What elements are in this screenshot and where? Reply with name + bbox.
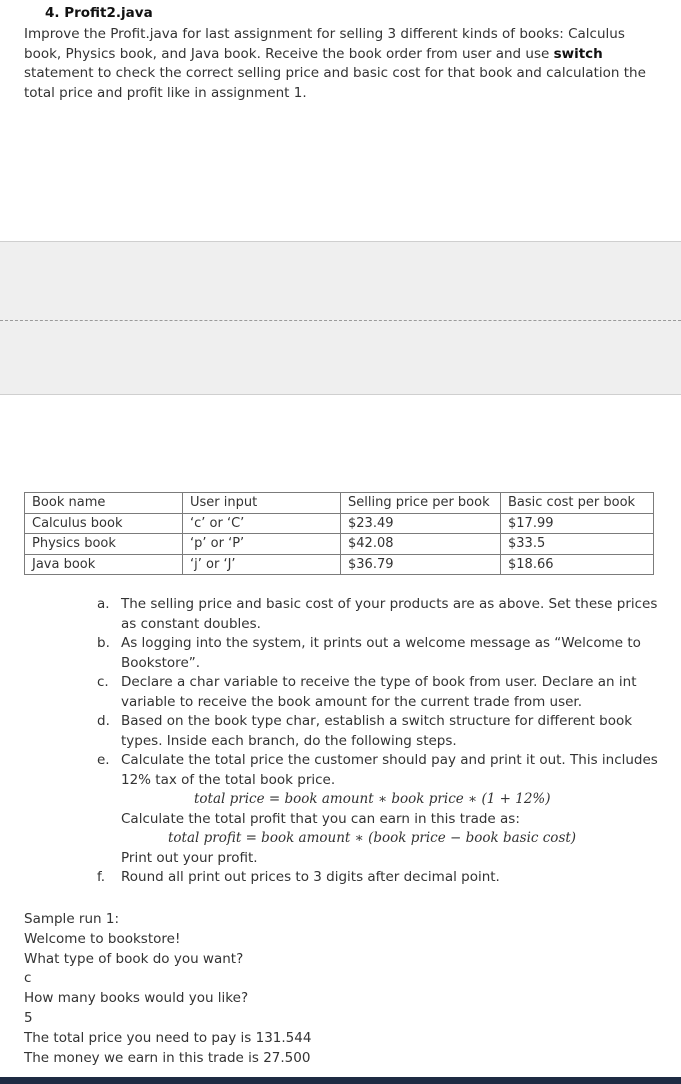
profit-intro-text: Calculate the total profit that you can earn in this trade as: <box>121 810 520 827</box>
sample-run-line: How many books would you like? <box>24 990 249 1007</box>
table-cell: $33.5 <box>501 534 654 555</box>
table-row <box>25 513 654 534</box>
blank-page-band <box>0 241 681 395</box>
list-marker: d. <box>97 713 110 729</box>
list-marker: e. <box>97 752 110 768</box>
sample-run-line: The money we earn in this trade is 27.500 <box>24 1049 311 1066</box>
sample-run-line: The total price you need to pay is 131.544 <box>24 1029 312 1046</box>
table-row <box>25 534 654 555</box>
sample-run-output <box>24 910 311 1068</box>
table-cell: $18.66 <box>501 554 654 575</box>
table-cell: ‘p’ or ‘P’ <box>183 534 341 555</box>
list-marker: a. <box>97 596 110 612</box>
table-cell: $42.08 <box>341 534 501 555</box>
sample-run-line: What type of book do you want? <box>24 950 244 967</box>
table-cell: $17.99 <box>501 513 654 534</box>
page-break-line <box>0 320 681 321</box>
table-cell: Physics book <box>25 534 183 555</box>
table-row <box>25 554 654 575</box>
table-cell: $23.49 <box>341 513 501 534</box>
intro-text-after: statement to check the correct selling price and basic cost for that book and calculation the total price and profit like in assignment 1. <box>24 65 646 101</box>
list-item <box>97 712 661 751</box>
list-item <box>97 751 661 868</box>
table-cell: ‘c’ or ‘C’ <box>183 513 341 534</box>
table-cell: ‘j’ or ‘J’ <box>183 554 341 575</box>
list-item-text: Based on the book type char, establish a switch structure for different book types. Inside each branch, do the following steps. <box>121 713 633 749</box>
table-cell: Calculus book <box>25 513 183 534</box>
list-item-text: As logging into the system, it prints out a welcome message as “Welcome to Bookstore”. <box>121 635 641 671</box>
sample-run-line: c <box>24 970 32 987</box>
switch-keyword: switch <box>553 45 603 62</box>
bottom-bar <box>0 1077 681 1084</box>
table-header-cell: Book name <box>25 493 183 514</box>
list-item <box>97 673 661 712</box>
list-item-text: Calculate the total price the customer should pay and print it out. This includes 12% tax of the total book price. <box>121 752 658 788</box>
sample-run-line: 5 <box>24 1009 33 1026</box>
list-item <box>97 634 661 673</box>
list-item-text: The selling price and basic cost of your products are as above. Set these prices as constant doubles. <box>121 596 658 632</box>
list-item-text: Declare a char variable to receive the type of book from user. Declare an int variable to receive the book amount for the current trade from user. <box>121 674 637 710</box>
table-header-cell: Selling price per book <box>341 493 501 514</box>
list-marker: f. <box>97 869 106 885</box>
table-header-cell: User input <box>183 493 341 514</box>
intro-paragraph <box>24 25 664 103</box>
sample-run-line: Sample run 1: <box>24 911 120 927</box>
sample-run-line: Welcome to bookstore! <box>24 930 181 947</box>
table-header-cell: Basic cost per book <box>501 493 654 514</box>
book-price-table <box>24 492 654 575</box>
table-cell: Java book <box>25 554 183 575</box>
list-marker: b. <box>97 635 110 651</box>
list-item <box>97 595 661 634</box>
instruction-list <box>97 595 661 888</box>
assignment-heading: 4. Profit2.java <box>45 5 153 21</box>
intro-text-before: Improve the Profit.java for last assignment for selling 3 different kinds of books: Calculus book, Physics book, and Java book. Receive the book order from user and use <box>24 26 625 62</box>
table-cell: $36.79 <box>341 554 501 575</box>
list-item-text: Round all print out prices to 3 digits after decimal point. <box>121 869 500 885</box>
list-marker: c. <box>97 674 109 690</box>
total-price-formula: total price = book amount ∗ book price ∗ (1 + 12%) <box>194 791 551 807</box>
list-item <box>97 868 661 888</box>
total-profit-formula: total profit = book amount ∗ (book price − book basic cost) <box>168 830 577 846</box>
table-header-row <box>25 493 654 514</box>
print-profit-text: Print out your profit. <box>121 849 258 866</box>
